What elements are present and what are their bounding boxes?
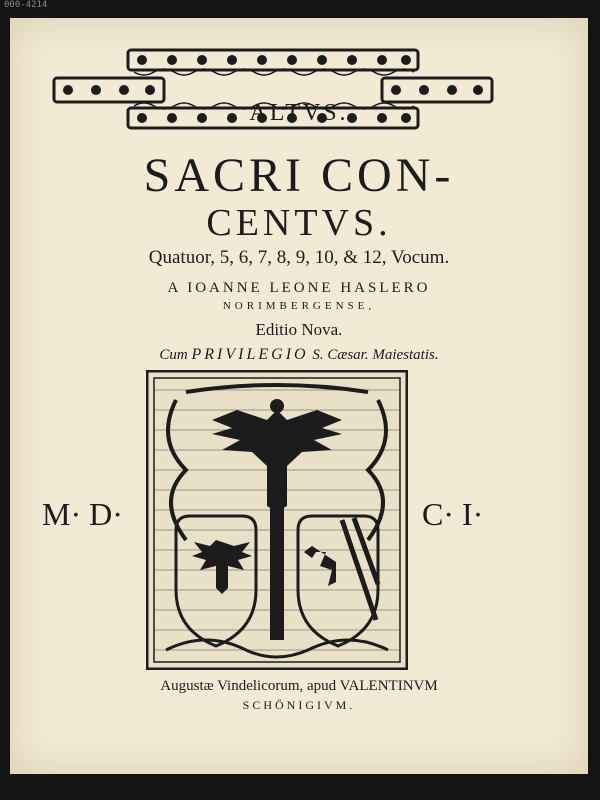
date-right: C· I· [422,496,484,532]
date-left: M· D· [42,496,123,532]
title-line-1: SACRI CON- [143,149,455,202]
scan-id-label: 000-4214 [4,0,48,10]
voices-subtitle: Quatuor, 5, 6, 7, 8, 9, 10, & 12, Vocum. [148,247,450,268]
privilege-word: PRIVILEGIO [191,346,309,363]
edition-line: Editio Nova. [255,320,343,339]
heraldic-woodcut-image [146,370,408,670]
privilege-line [10,346,588,364]
author-line-1: A IOANNE LEONE HASLERO [167,280,431,296]
privilege-prefix: Cum [159,347,188,363]
imprint-line-1: Augustæ Vindelicorum, apud VALENTINVM [160,678,438,694]
title-line-2: CENTVS. [206,202,392,244]
privilege-suffix: S. Cæsar. Maiestatis. [312,347,439,363]
title-page [10,18,588,774]
voice-part-label: ALTVS. [249,100,349,126]
author-line-2: NORIMBERGENSE, [222,300,376,312]
imprint-line-2: SCHÖNIGIVM. [242,698,356,712]
